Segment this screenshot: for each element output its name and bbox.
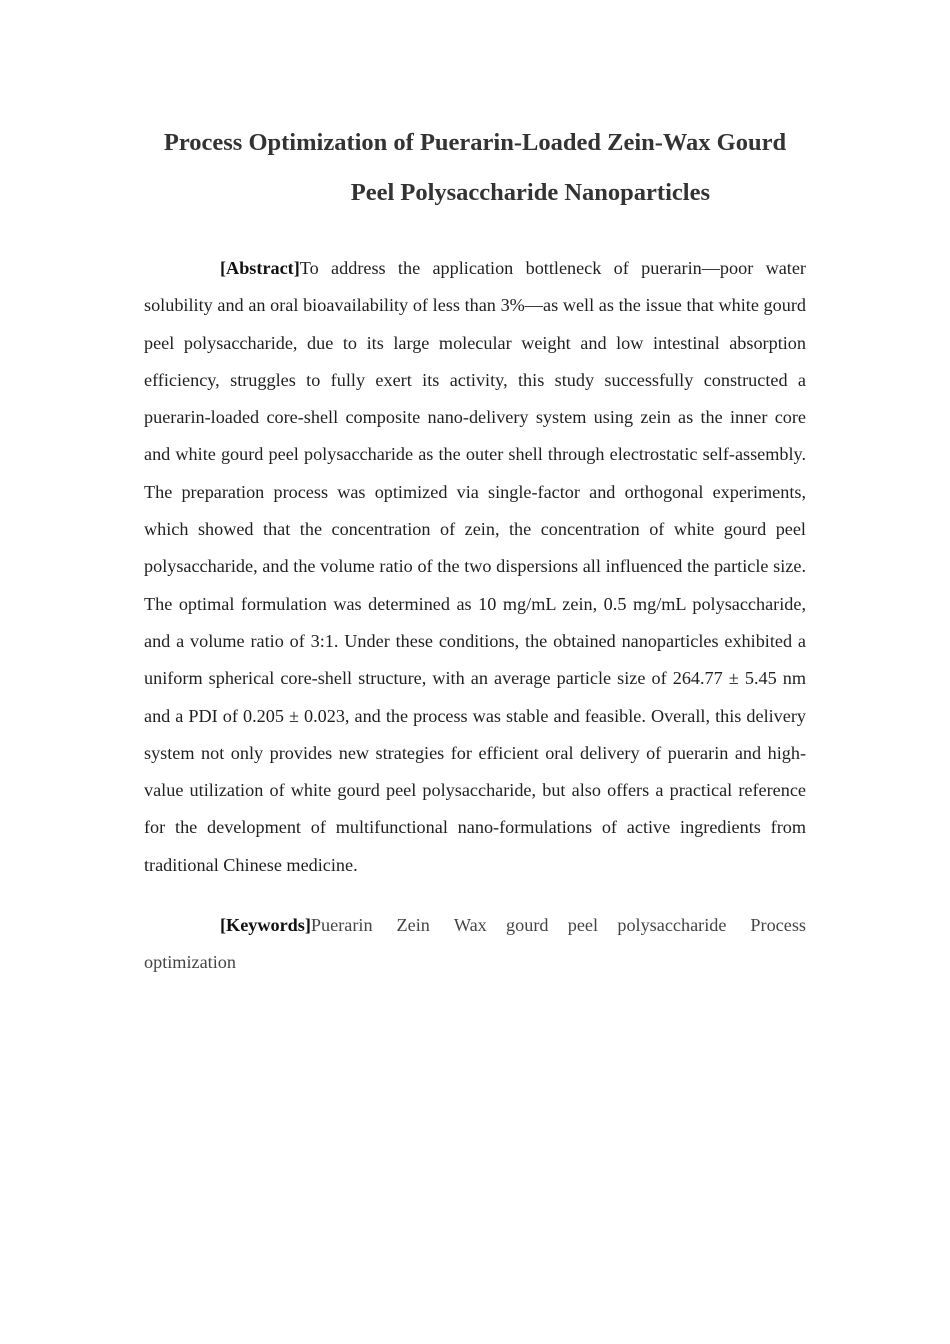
title-line-2: Peel Polysaccharide Nanoparticles: [350, 179, 710, 206]
abstract-text: To address the application bottleneck of puerarin—poor water solubility and an oral bioavailability of less than 3%—as well as the issue that white gourd peel polysaccharide, due to its large molecular weight and low intestinal absorption efficiency, struggles to fully exert its activity, this study successfully constructed a puerarin-loaded core-shell composite nano-delivery system using zein as the inner core and white gourd peel polysaccharide as the outer shell through electrostatic self-assembly. The preparation process was optimized via single-factor and orthogonal experiments, which showed that the concentration of zein, the concentration of white gourd peel polysaccharide, and the volume ratio of the two dispersions all influenced the particle size. The optimal formulation was determined as 10 mg/mL zein, 0.5 mg/mL polysaccharide, and a volume ratio of 3:1. Under these conditions, the obtained nanoparticles exhibited a uniform spherical core-shell structure, with an average particle size of 264.77 ± 5.45 nm and a PDI of 0.205 ± 0.023, and the process was stable and feasible. Overall, this delivery system not only provides new strategies for efficient oral delivery of puerarin and high-value utilization of white gourd peel polysaccharide, but also offers a practical reference for the development of multifunctional nano-formulations of active ingredients from traditional Chinese medicine.: [144, 258, 806, 875]
abstract-label: [Abstract]: [220, 258, 300, 278]
keyword-item: Wax gourd peel polysaccharide: [453, 915, 727, 936]
title-line-1: Process Optimization of Puerarin-Loaded Zein-Wax Gourd: [163, 129, 787, 156]
keywords-paragraph: [144, 907, 806, 982]
paper-title: [144, 118, 806, 218]
keyword-item: Puerarin: [310, 915, 373, 936]
paper-page: [144, 118, 806, 1000]
keyword-item: Zein: [396, 915, 430, 936]
keywords-label: [Keywords]: [220, 915, 311, 936]
keyword-item: Process optimization: [144, 915, 806, 973]
abstract-paragraph: [144, 250, 806, 884]
